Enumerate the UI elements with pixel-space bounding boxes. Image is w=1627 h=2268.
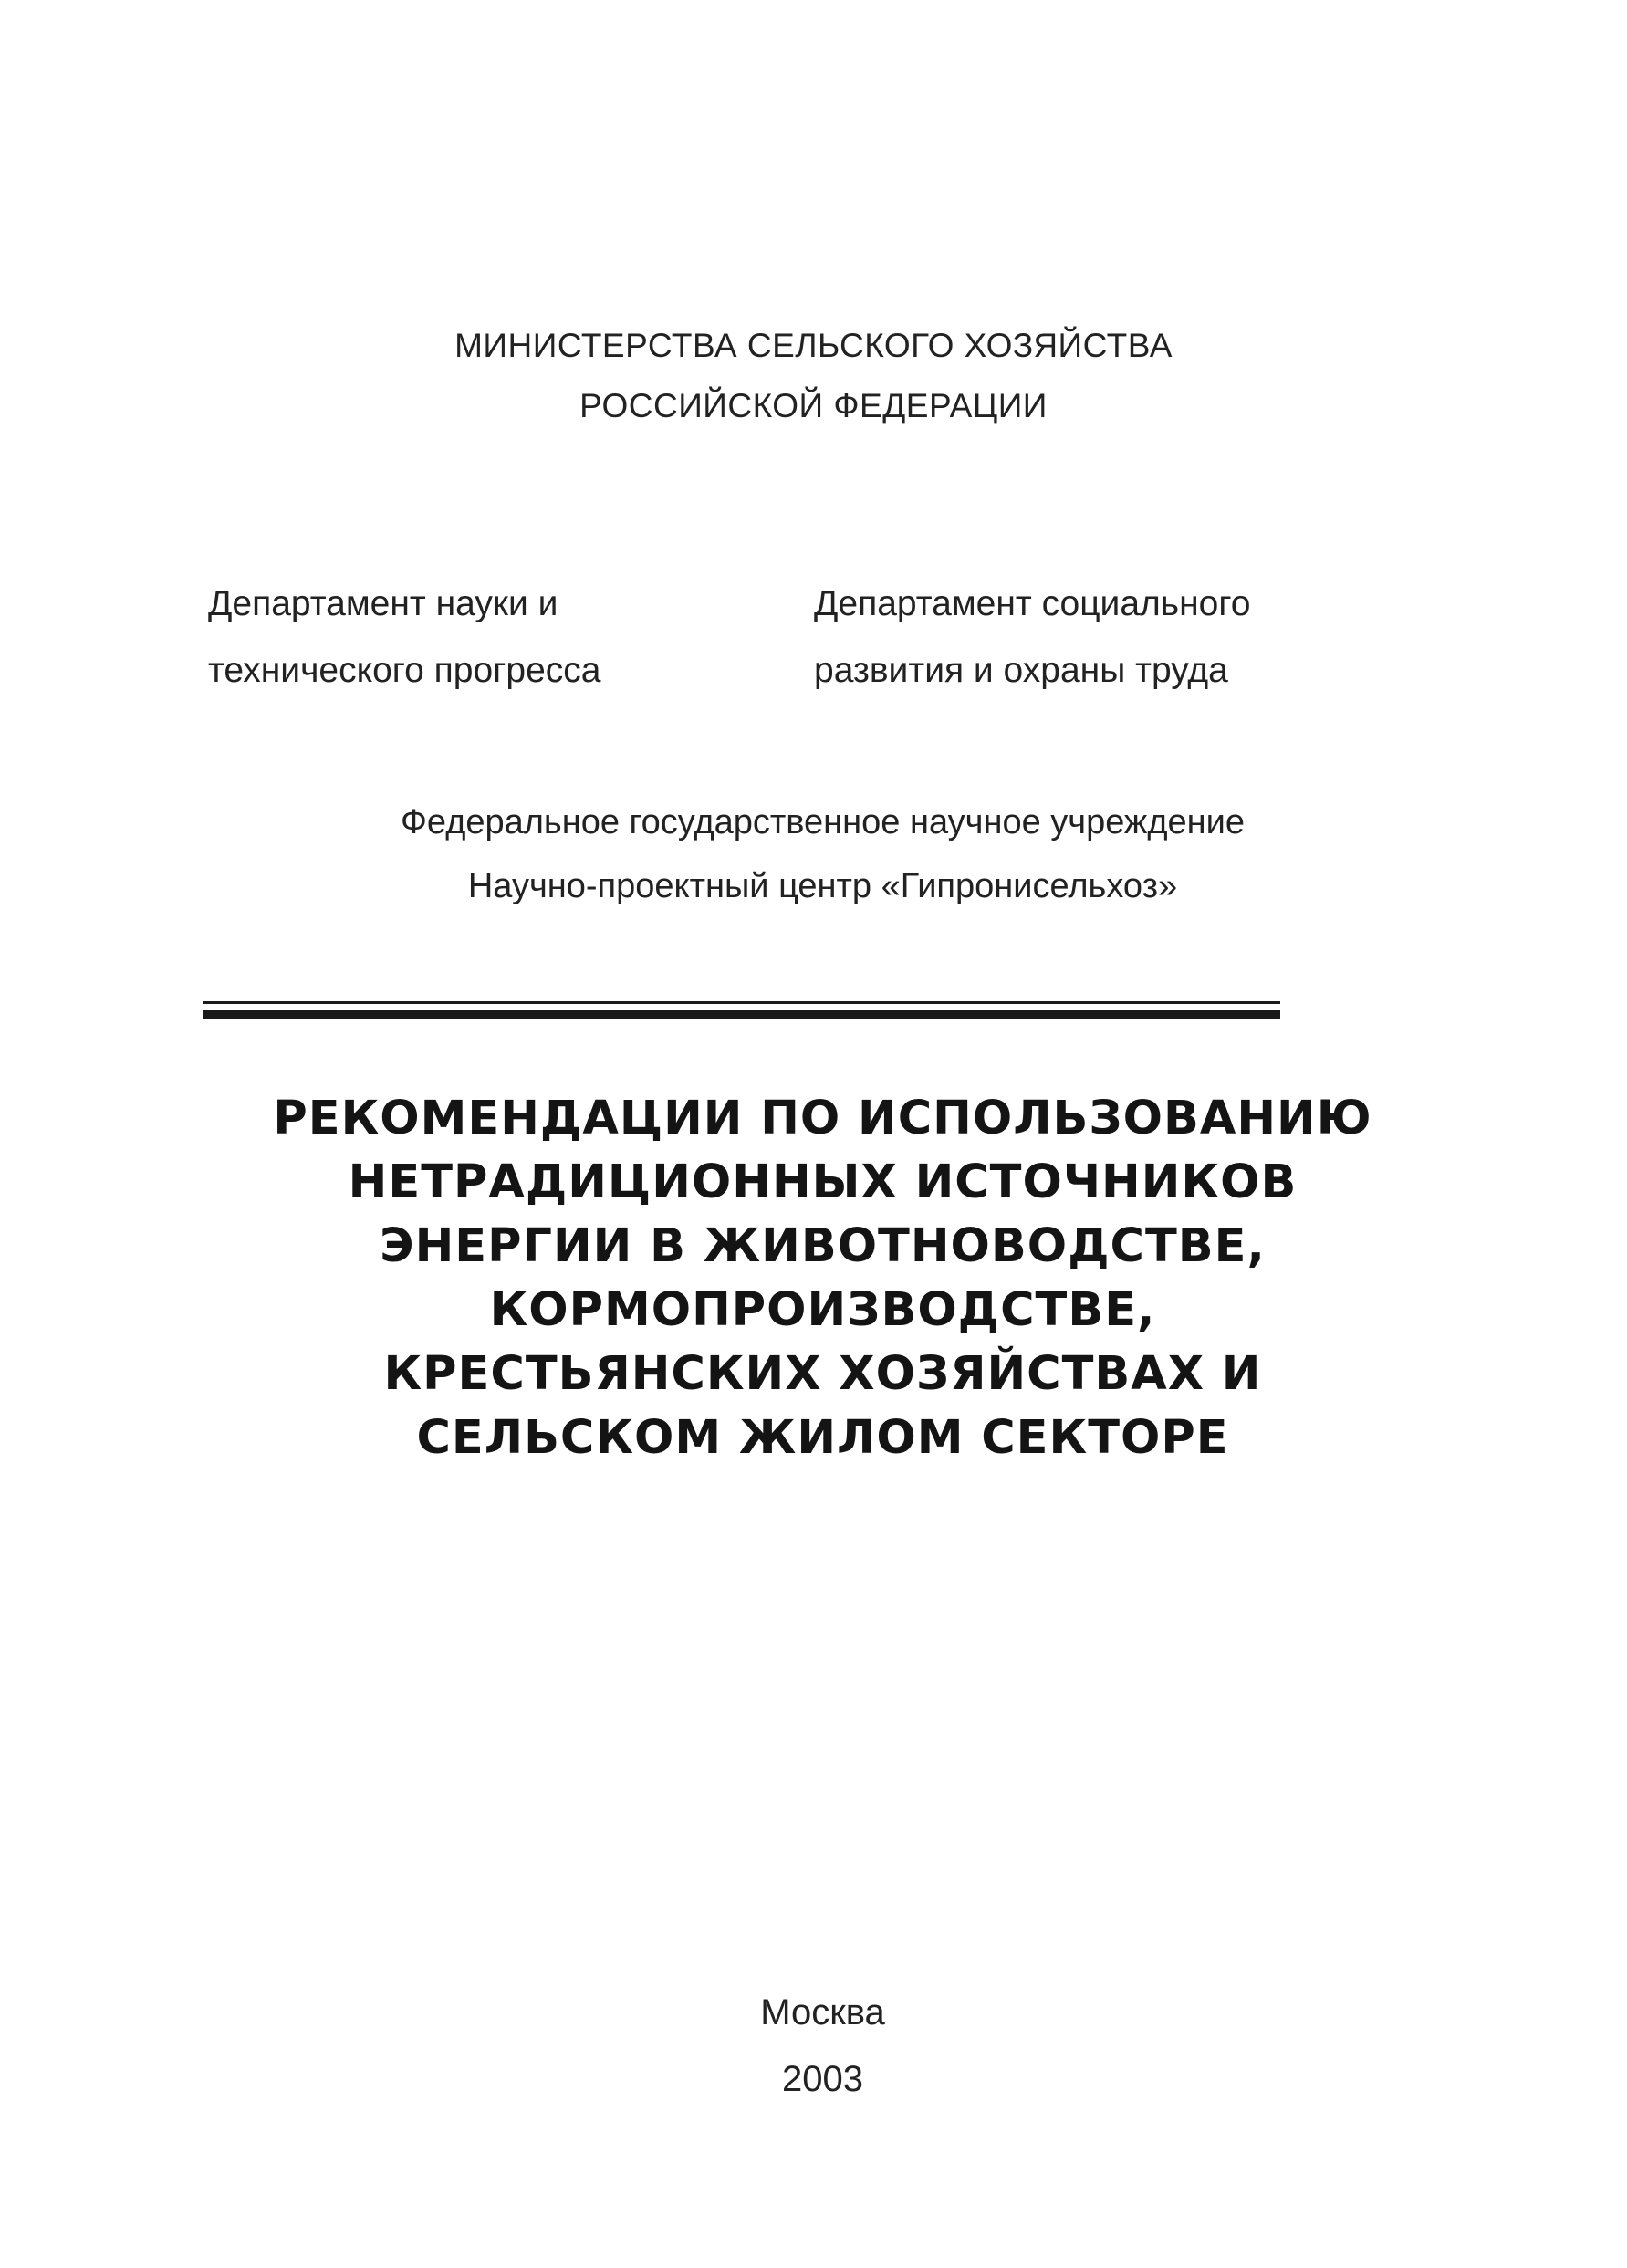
document-title-line-5: КРЕСТЬЯНСКИХ ХОЗЯЙСТВАХ И xyxy=(383,1347,1262,1401)
divider-rule-bottom xyxy=(203,1010,1280,1019)
department-left-line-1: Департамент науки и xyxy=(208,584,558,623)
document-title-line-1: РЕКОМЕНДАЦИИ ПО ИСПОЛЬЗОВАНИЮ xyxy=(273,1092,1372,1145)
divider-rule-top xyxy=(203,1001,1280,1004)
institution-line-2: Научно-проектный центр «Гипронисельхоз» xyxy=(467,867,1178,905)
department-right-line-1: Департамент социального xyxy=(814,584,1251,623)
institution-line-1: Федеральное государственное научное учреждение xyxy=(401,803,1245,841)
ministry-line-2: РОССИЙСКОЙ ФЕДЕРАЦИИ xyxy=(579,387,1048,424)
department-right-line-2: развития и охраны труда xyxy=(814,651,1228,690)
imprint-city: Москва xyxy=(760,1992,885,2033)
department-left-line-2: технического прогресса xyxy=(208,651,601,690)
document-title-line-4: КОРМОПРОИЗВОДСТВЕ, xyxy=(489,1283,1156,1337)
ministry-line-1: МИНИСТЕРСТВА СЕЛЬСКОГО ХОЗЯЙСТВА xyxy=(454,327,1173,364)
document-title-line-2: НЕТРАДИЦИОННЫХ ИСТОЧНИКОВ xyxy=(348,1155,1298,1209)
imprint-year: 2003 xyxy=(782,2059,863,2099)
document-title-line-3: ЭНЕРГИИ В ЖИВОТНОВОДСТВЕ, xyxy=(380,1219,1266,1273)
document-title-line-6: СЕЛЬСКОМ ЖИЛОМ СЕКТОРЕ xyxy=(416,1411,1229,1465)
